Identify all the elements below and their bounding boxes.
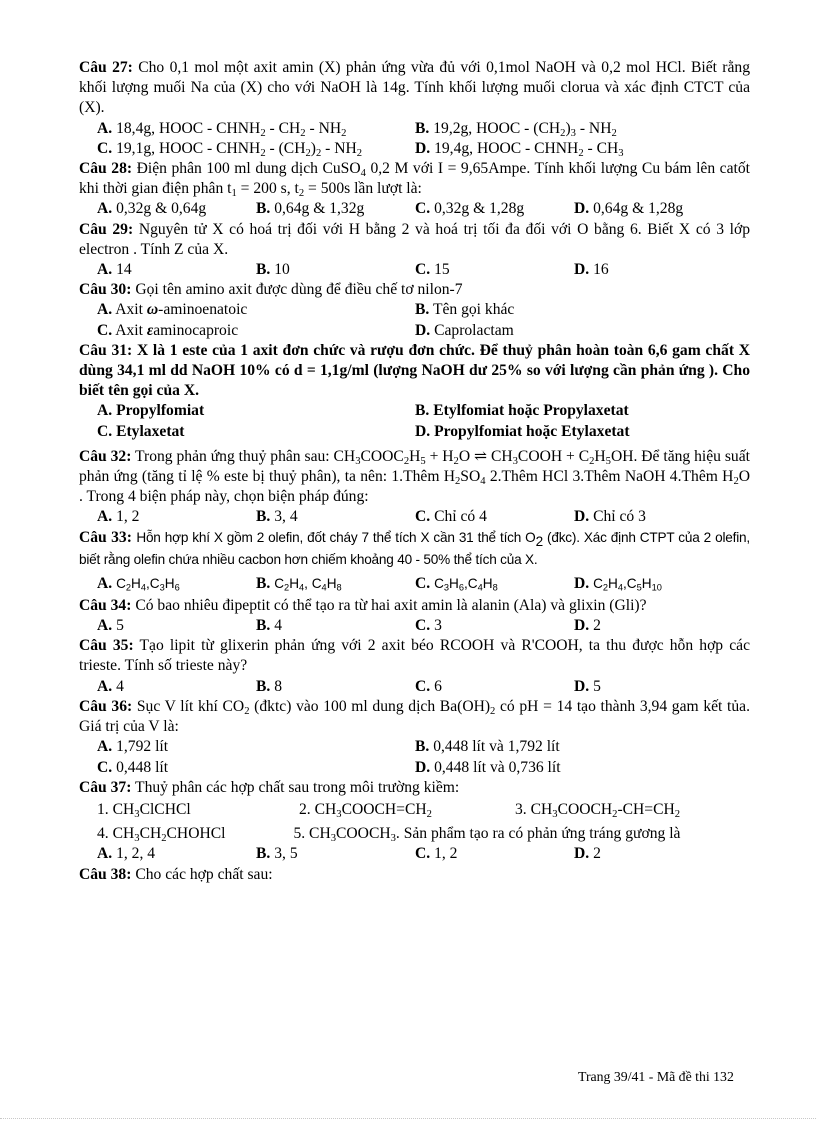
question-36: Câu 36: Sục V lít khí $CO_2$ (đktc) vào 100 ml dung dịch $Ba(OH)_2$ có pH = 14 tạo thành 3,94 gam kết tủa. Giá trị của V là: xyxy=(79,697,750,736)
q29-option-a[interactable]: A. 14 xyxy=(97,261,132,279)
q29-option-d[interactable]: D. 16 xyxy=(574,261,609,279)
q36-option-d[interactable]: D. 0,448 lít và 0,736 lít xyxy=(415,758,561,776)
q34-options xyxy=(79,616,750,636)
q37-compound-1: 1. $CH_3ClCHCl$ xyxy=(97,800,191,820)
question-33: Câu 33: Hỗn hợp khí X gồm 2 olefin, đốt cháy 7 thể tích X cần 31 thể tích $O_2$ (đkc). Xác định CTPT của 2 olefin, biết rằng olefin chứa nhiều cacbon hơn chiếm khoảng 40 - 50% thể tích của X. xyxy=(79,528,750,568)
q34-option-b[interactable]: B. 4 xyxy=(256,617,283,635)
q35-option-a[interactable]: A. 4 xyxy=(97,677,124,695)
q30-option-a[interactable]: A. Axit ω-aminoenatoic xyxy=(97,301,248,319)
q37-options xyxy=(79,844,750,864)
q29-option-c[interactable]: C. 15 xyxy=(415,261,450,279)
q32-option-c[interactable]: C. Chỉ có 4 xyxy=(415,508,487,526)
question-32: Câu 32: Trong phản ứng thuỷ phân sau: $CH_3COOC_2H_5 + H_2O$ ⇌ $CH_3COOH + C_2H_5OH$. Để tăng hiệu suất phản ứng (tăng tỉ lệ % este bị thuỷ phân), ta nên: 1.Thêm $H_2SO_4$ 2.Thêm HCl 3.Thêm NaOH 4.Thêm $H_2O$ . Trong 4 biện pháp này, chọn biện pháp đúng: xyxy=(79,447,750,506)
q36-option-b[interactable]: B. 0,448 lít và 1,792 lít xyxy=(415,738,560,756)
exam-page xyxy=(79,58,750,885)
q27-option-b[interactable]: B. 19,2g, HOOC - $(CH_2)_3 - NH_2$ xyxy=(415,119,617,139)
q28-option-d[interactable]: D. 0,64g & 1,28g xyxy=(574,200,684,218)
q31-options-row2 xyxy=(79,422,750,442)
q31-option-b[interactable]: B. Etylfomiat hoặc Propylaxetat xyxy=(415,402,629,420)
q37-compounds-row1 xyxy=(79,800,750,820)
q33-option-a[interactable]: A. $C_2H_4,C_3H_6$ xyxy=(97,574,180,593)
q35-option-d[interactable]: D. 5 xyxy=(574,677,601,695)
q31-option-c[interactable]: C. Etylaxetat xyxy=(97,422,185,440)
question-27: Câu 27: Cho 0,1 mol một axit amin (X) phản ứng vừa đủ với 0,1mol NaOH và 0,2 mol HCl. Biết rằng khối lượng muối Na của (X) cho với NaOH là 14g. Tính khối lượng muối clorua và xác định CTCT của (X). xyxy=(79,59,751,117)
q35-option-b[interactable]: B. 8 xyxy=(256,677,283,695)
question-37: Câu 37: Thuỷ phân các hợp chất sau trong môi trường kiềm: xyxy=(79,778,460,796)
q36-option-c[interactable]: C. 0,448 lít xyxy=(97,758,169,776)
question-29: Câu 29: Nguyên tử X có hoá trị đối với H bằng 2 và hoá trị tối đa đối với O bằng 6. Biết X có 3 lớp electron . Tính Z của X. xyxy=(79,220,751,258)
q37-option-d[interactable]: D. 2 xyxy=(574,845,601,863)
question-28: Câu 28: Điện phân 100 ml dung dịch CuSO$_4$ 0,2 M với I = 9,65Ampe. Tính khối lượng Cu bám lên catốt khi thời gian điện phân $t_1 = 200$ s, $t_2 = 500s$ lần lượt là: xyxy=(79,160,750,200)
q34-option-c[interactable]: C. 3 xyxy=(415,617,442,635)
q34-option-d[interactable]: D. 2 xyxy=(574,617,601,635)
q35-option-c[interactable]: C. 6 xyxy=(415,677,442,695)
q29-options xyxy=(79,260,750,280)
q30-options-row2 xyxy=(79,321,750,341)
q30-option-d[interactable]: D. Caprolactam xyxy=(415,321,514,339)
question-35: Câu 35: Tạo lipit từ glixerin phản ứng với 2 axit béo RCOOH và R'COOH, ta thu được hỗn hợp các trieste. Tính số trieste này? xyxy=(79,637,750,675)
q31-option-a[interactable]: A. Propylfomiat xyxy=(97,402,205,420)
q27-option-c[interactable]: C. 19,1g, HOOC - $CHNH_2 - (CH_2)_2 - NH_2$ xyxy=(97,139,363,159)
q33-options xyxy=(79,574,750,594)
q27-options-row1 xyxy=(79,119,750,139)
q37-compound-5: 5. $CH_3COOCH_3$ xyxy=(293,825,396,845)
q33-option-c[interactable]: C. $C_3H_6,C_4H_8$ xyxy=(415,574,498,593)
q36-option-a[interactable]: A. 1,792 lít xyxy=(97,738,169,756)
q32-options xyxy=(79,507,750,527)
q35-options xyxy=(79,677,750,697)
q27-options-row2 xyxy=(79,139,750,159)
q27-option-a[interactable]: A. 18,4g, HOOC - $CHNH_2 - CH_2 - NH_2$ xyxy=(97,119,347,139)
q37-option-b[interactable]: B. 3, 5 xyxy=(256,845,298,863)
q30-options-row1 xyxy=(79,300,750,320)
q30-option-c[interactable]: C. Axit εaminocaproic xyxy=(97,321,239,339)
q33-option-d[interactable]: D. $C_2H_4,C_5H_{10}$ xyxy=(574,574,662,593)
q28-options xyxy=(79,199,750,219)
q37-compound-4: 4. $CH_3CH_2CHOHCl$ xyxy=(97,825,226,845)
question-31: Câu 31: X là 1 este của 1 axit đơn chức và rượu đơn chức. Để thuỷ phân hoàn toàn 6,6 gam chất X dùng 34,1 ml dd NaOH 10% có d = 1,1g/ml (lượng NaOH dư 25% so với lượng cần phản ứng ). Cho biết tên gọi của X. xyxy=(79,341,750,400)
page-footer: Trang 39/41 - Mã đề thi 132 xyxy=(578,1069,734,1084)
q36-options-row1 xyxy=(79,737,750,757)
q29-option-b[interactable]: B. 10 xyxy=(256,261,290,279)
q28-option-a[interactable]: A. 0,32g & 0,64g xyxy=(97,200,207,218)
q28-option-c[interactable]: C. 0,32g & 1,28g xyxy=(415,200,525,218)
question-30: Câu 30: Gọi tên amino axit được dùng để điều chế tơ nilon-7 xyxy=(79,281,463,299)
q37-option-c[interactable]: C. 1, 2 xyxy=(415,845,458,863)
question-34: Câu 34: Có bao nhiêu đipeptit có thể tạo ra từ hai axit amin là alanin (Ala) và glixin (Gli)? xyxy=(79,596,647,614)
q30-option-b[interactable]: B. Tên gọi khác xyxy=(415,301,515,319)
q36-options-row2 xyxy=(79,758,750,778)
q37-compounds-row2: 4. $CH_3CH_2CHOHCl$ 5. $CH_3COOCH_3$. Sản phẩm tạo ra có phản ứng tráng gương là xyxy=(97,825,681,845)
question-38: Câu 38: Cho các hợp chất sau: xyxy=(79,865,273,883)
q37-option-a[interactable]: A. 1, 2, 4 xyxy=(97,845,156,863)
q33-option-b[interactable]: B. $C_2H_4$, $C_4H_8$ xyxy=(256,574,342,593)
q32-option-a[interactable]: A. 1, 2 xyxy=(97,508,140,526)
q37-compound-3: 3. $CH_3COOCH_2-CH=CH_2$ xyxy=(515,800,681,820)
page-bottom-divider xyxy=(0,1118,816,1119)
q31-option-d[interactable]: D. Propylfomiat hoặc Etylaxetat xyxy=(415,422,630,440)
q37-compound-2: 2. $CH_3COOCH=CH_2$ xyxy=(299,800,432,820)
q28-option-b[interactable]: B. 0,64g & 1,32g xyxy=(256,200,365,218)
q31-options-row1 xyxy=(79,401,750,421)
q34-option-a[interactable]: A. 5 xyxy=(97,617,124,635)
q32-option-b[interactable]: B. 3, 4 xyxy=(256,508,298,526)
q27-option-d[interactable]: D. 19,4g, HOOC - $CHNH_2 - CH_3$ xyxy=(415,139,624,159)
q32-option-d[interactable]: D. Chỉ có 3 xyxy=(574,508,646,526)
